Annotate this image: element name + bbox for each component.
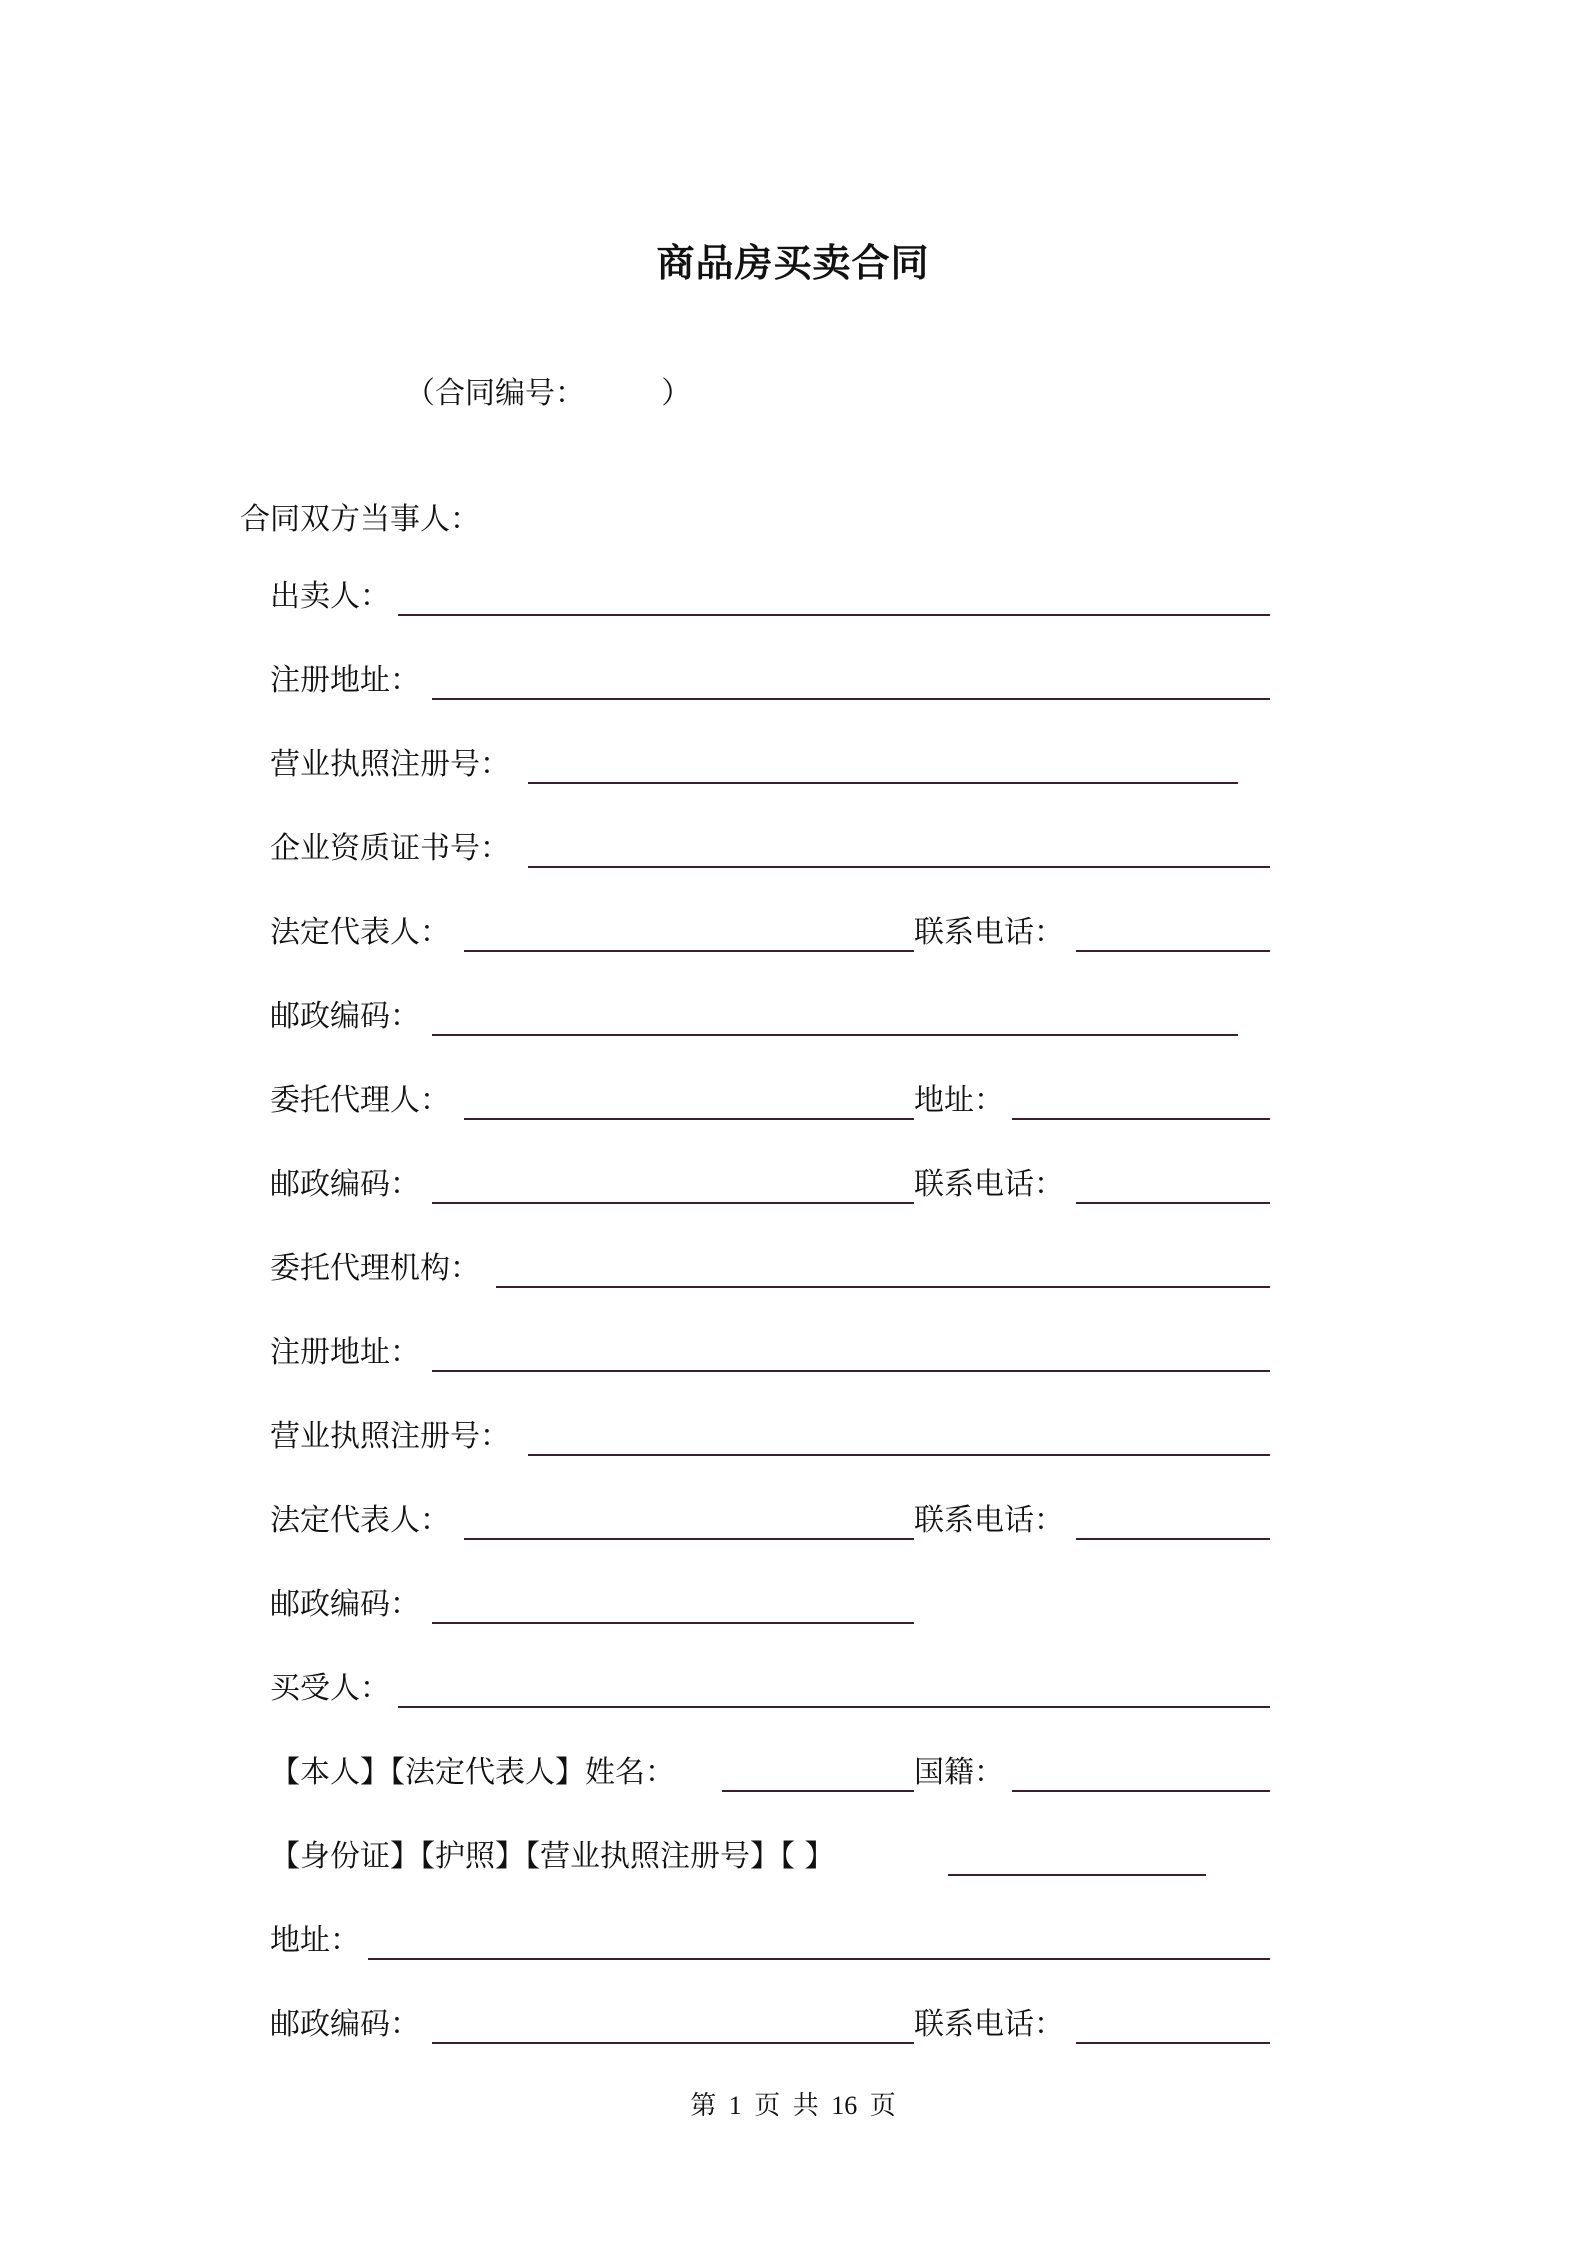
agent-address-label: 地址： bbox=[914, 1083, 1004, 1118]
agency-postal-code-label: 邮政编码： bbox=[270, 1587, 420, 1622]
legal-rep-row bbox=[0, 910, 1586, 956]
seller-label: 出卖人： bbox=[270, 579, 390, 614]
agency-field[interactable] bbox=[496, 1286, 1270, 1288]
buyer-row bbox=[0, 1666, 1586, 1712]
agency-postal-row bbox=[0, 1582, 1586, 1628]
agent-address-field[interactable] bbox=[1012, 1118, 1270, 1120]
agent-postal-row bbox=[0, 1162, 1586, 1208]
qualification-cert-field[interactable] bbox=[528, 866, 1270, 868]
buyer-postal-code-field[interactable] bbox=[432, 2042, 914, 2044]
buyer-identity-options: 【本人】【法定代表人】姓名： bbox=[270, 1755, 675, 1790]
buyer-address-label: 地址： bbox=[270, 1923, 360, 1958]
registered-address-label: 注册地址： bbox=[270, 663, 420, 698]
registered-address-field[interactable] bbox=[432, 698, 1270, 700]
phone-field[interactable] bbox=[1076, 950, 1270, 952]
agent-field[interactable] bbox=[464, 1118, 914, 1120]
buyer-identity-row bbox=[0, 1750, 1586, 1796]
agent-postal-code-label: 邮政编码： bbox=[270, 1167, 420, 1202]
agent-phone-label: 联系电话： bbox=[914, 1167, 1064, 1202]
legal-rep-label: 法定代表人： bbox=[270, 915, 450, 950]
buyer-address-field[interactable] bbox=[368, 1958, 1270, 1960]
qualification-cert-label: 企业资质证书号： bbox=[270, 831, 510, 866]
buyer-phone-label: 联系电话： bbox=[914, 2007, 1064, 2042]
page-indicator: 第 1 页 共 16 页 bbox=[690, 2091, 896, 2120]
business-license-label: 营业执照注册号： bbox=[270, 747, 510, 782]
agency-phone-label: 联系电话： bbox=[914, 1503, 1064, 1538]
agency-registered-address-label: 注册地址： bbox=[270, 1335, 420, 1370]
contract-number-label: （合同编号： ） bbox=[405, 376, 692, 411]
buyer-field[interactable] bbox=[398, 1706, 1270, 1708]
qualification-cert-row bbox=[0, 826, 1586, 872]
postal-code-row bbox=[0, 994, 1586, 1040]
agency-legal-rep-row bbox=[0, 1498, 1586, 1544]
buyer-postal-row bbox=[0, 2002, 1586, 2048]
buyer-address-row bbox=[0, 1918, 1586, 1964]
agency-legal-rep-field[interactable] bbox=[464, 1538, 914, 1540]
parties-heading: 合同双方当事人： bbox=[240, 502, 480, 537]
postal-code-label: 邮政编码： bbox=[270, 999, 420, 1034]
buyer-label: 买受人： bbox=[270, 1671, 390, 1706]
agency-business-license-row bbox=[0, 1414, 1586, 1460]
agency-label: 委托代理机构： bbox=[270, 1251, 480, 1286]
buyer-postal-code-label: 邮政编码： bbox=[270, 2007, 420, 2042]
buyer-name-field[interactable] bbox=[722, 1790, 914, 1792]
nationality-field[interactable] bbox=[1012, 1790, 1270, 1792]
agency-business-license-label: 营业执照注册号： bbox=[270, 1419, 510, 1454]
seller-field[interactable] bbox=[398, 614, 1270, 616]
id-number-field[interactable] bbox=[948, 1874, 1206, 1876]
nationality-label: 国籍： bbox=[914, 1755, 1004, 1790]
seller-registered-address-row bbox=[0, 658, 1586, 704]
agent-phone-field[interactable] bbox=[1076, 1202, 1270, 1204]
agency-legal-rep-label: 法定代表人： bbox=[270, 1503, 450, 1538]
document-title: 商品房买卖合同 bbox=[656, 241, 930, 285]
agent-row bbox=[0, 1078, 1586, 1124]
id-type-options: 【身份证】【护照】【营业执照注册号】【 】 bbox=[270, 1839, 835, 1874]
buyer-id-type-row bbox=[0, 1834, 1586, 1880]
business-license-row bbox=[0, 742, 1586, 788]
agent-label: 委托代理人： bbox=[270, 1083, 450, 1118]
postal-code-field[interactable] bbox=[432, 1034, 1238, 1036]
phone-label: 联系电话： bbox=[914, 915, 1064, 950]
agency-business-license-field[interactable] bbox=[528, 1454, 1270, 1456]
agency-phone-field[interactable] bbox=[1076, 1538, 1270, 1540]
seller-row bbox=[0, 574, 1586, 620]
legal-rep-field[interactable] bbox=[464, 950, 914, 952]
buyer-phone-field[interactable] bbox=[1076, 2042, 1270, 2044]
agency-row bbox=[0, 1246, 1586, 1292]
agency-postal-code-field[interactable] bbox=[432, 1622, 914, 1624]
agency-registered-address-row bbox=[0, 1330, 1586, 1376]
agent-postal-code-field[interactable] bbox=[432, 1202, 914, 1204]
business-license-field[interactable] bbox=[528, 782, 1238, 784]
agency-registered-address-field[interactable] bbox=[432, 1370, 1270, 1372]
